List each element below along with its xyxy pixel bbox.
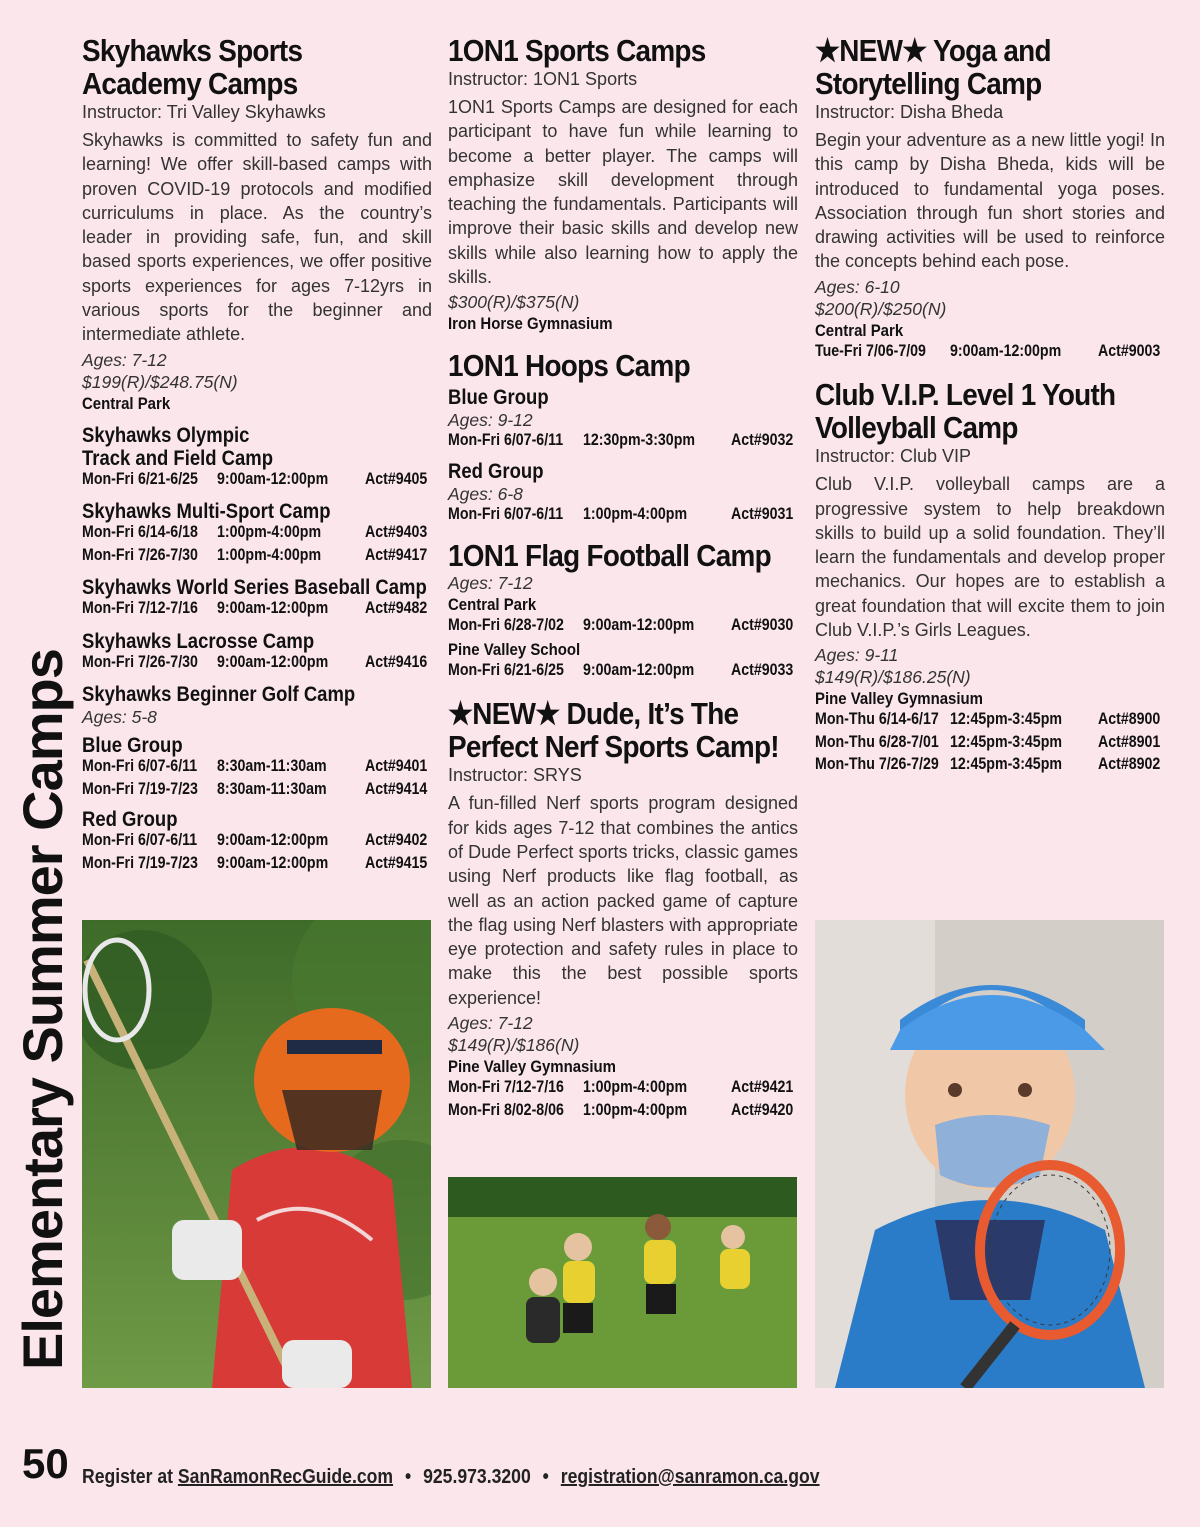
- flag-football-kids-photo: [448, 1177, 797, 1388]
- schedule-row: [82, 546, 432, 569]
- flag-football-ages: Ages: 7-12: [448, 573, 533, 594]
- schedule-time: 12:45pm-3:45pm: [950, 732, 1063, 751]
- schedule-row: [815, 342, 1165, 365]
- column-1on1: [448, 34, 798, 1123]
- schedule-dates: Mon-Thu 6/14-6/17: [815, 710, 939, 729]
- yoga-location: Central Park: [815, 320, 904, 340]
- nerf-title-line1: ★NEW★ Dude, It’s The: [448, 696, 739, 732]
- schedule-dates: Mon-Thu 7/26-7/29: [815, 755, 939, 774]
- schedule-time: 1:00pm-4:00pm: [583, 1100, 688, 1119]
- yoga-title-line2: Storytelling Camp: [815, 66, 1042, 101]
- website-link[interactable]: SanRamonRecGuide.com: [177, 1466, 394, 1488]
- schedule-time: 8:30am-11:30am: [217, 779, 327, 798]
- hoops-red-ages: Ages: 6-8: [448, 483, 523, 504]
- schedule-row: [815, 710, 1165, 733]
- flag-football-location-2: Pine Valley School: [448, 639, 581, 659]
- schedule-row: [815, 733, 1165, 756]
- multi-sport-schedule: [82, 523, 432, 568]
- footer-separator: •: [542, 1466, 549, 1488]
- nerf-title-line2: Perfect Nerf Sports Camp!: [448, 729, 779, 765]
- skyhawks-location: Central Park: [82, 393, 171, 413]
- nerf-location: Pine Valley Gymnasium: [448, 1057, 616, 1077]
- baseball-schedule: [82, 599, 432, 622]
- schedule-dates: Mon-Fri 6/07-6/11: [448, 504, 564, 523]
- register-label: Register at: [82, 1466, 173, 1488]
- yoga-title-line1: ★NEW★ Yoga and: [815, 33, 1051, 68]
- schedule-time: 12:30pm-3:30pm: [583, 431, 696, 450]
- skyhawks-ages: Ages: 7-12: [82, 349, 167, 370]
- schedule-row: [82, 599, 432, 622]
- flag-football-location-1: Central Park: [448, 595, 537, 615]
- activity-number: Act#9030: [731, 616, 794, 635]
- email-link[interactable]: registration@sanramon.ca.gov: [560, 1466, 820, 1488]
- schedule-dates: Mon-Fri 6/28-7/02: [448, 616, 564, 635]
- schedule-row: [448, 431, 798, 454]
- vip-description: Club V.I.P. volleyball camps are a progressive system to help breakdown skills to build up a solid foundation. They’ll learn the fundamentals and develop proper mechanics. Our hopes are to establish a great foundation that will excite them to join Club V.I.P.’s Girls Leagues.: [815, 474, 1165, 641]
- nerf-instructor: Instructor: SRYS: [448, 765, 582, 786]
- vip-location: Pine Valley Gymnasium: [815, 689, 983, 709]
- skyhawks-price: $199(R)/$248.75(N): [82, 371, 238, 392]
- schedule-dates: Mon-Fri 6/14-6/18: [82, 523, 198, 542]
- 1on1-location: Iron Horse Gymnasium: [448, 314, 613, 334]
- schedule-row: [448, 1101, 798, 1124]
- activity-number: Act#9416: [365, 652, 428, 671]
- golf-blue-group-title: Blue Group: [82, 734, 183, 758]
- schedule-time: 9:00am-12:00pm: [217, 469, 329, 488]
- nerf-description: A fun-filled Nerf sports program designed for kids ages 7-12 that combines the antics of Dude Perfect sports tricks, classic games using Nerf products like flag football, as well as an action packed game of capture the flag using Nerf blasters with appropriate eye protection and safety rules in place to make this the best possible sports experience!: [448, 793, 798, 1008]
- yoga-schedule: [815, 342, 1165, 365]
- schedule-time: 9:00am-12:00pm: [217, 853, 329, 872]
- footer-separator: •: [404, 1466, 412, 1488]
- activity-number: Act#8901: [1098, 732, 1161, 751]
- nerf-ages: Ages: 7-12: [448, 1013, 533, 1034]
- hoops-blue-ages: Ages: 9-12: [448, 410, 533, 431]
- schedule-dates: Tue-Fri 7/06-7/09: [815, 341, 926, 360]
- activity-number: Act#9420: [731, 1100, 794, 1119]
- activity-number: Act#9403: [365, 523, 428, 542]
- schedule-row: [82, 757, 432, 780]
- activity-number: Act#9482: [365, 599, 428, 618]
- lacrosse-schedule: [82, 653, 432, 676]
- flag-football-schedule-2: [448, 661, 798, 684]
- column-yoga-vip: [815, 34, 1165, 778]
- schedule-time: 9:00am-12:00pm: [217, 652, 329, 671]
- yoga-description: Begin your adventure as a new little yogi! In this camp by Disha Bheda, kids will be introduced to fundamental yoga poses. Association through fun short stories and drawing activities will be used to reinforce the concepts behind each pose.: [815, 130, 1165, 272]
- activity-number: Act#9405: [365, 469, 428, 488]
- golf-red-group-title: Red Group: [82, 808, 178, 832]
- schedule-time: 12:45pm-3:45pm: [950, 755, 1063, 774]
- hoops-red-schedule: [448, 505, 798, 528]
- schedule-time: 1:00pm-4:00pm: [217, 545, 322, 564]
- schedule-time: 8:30am-11:30am: [217, 757, 327, 776]
- schedule-time: 9:00am-12:00pm: [217, 831, 329, 850]
- schedule-row: [448, 661, 798, 684]
- baseball-title: Skyhawks World Series Baseball Camp: [82, 576, 427, 600]
- tennis-kid-photo: [815, 920, 1164, 1388]
- schedule-dates: Mon-Fri 7/26-7/30: [82, 545, 198, 564]
- 1on1-title: 1ON1 Sports Camps: [448, 33, 706, 68]
- olympic-title-line2: Track and Field Camp: [82, 446, 274, 470]
- activity-number: Act#9003: [1098, 341, 1161, 360]
- hoops-blue-group-title: Blue Group: [448, 386, 549, 410]
- schedule-dates: Mon-Fri 7/19-7/23: [82, 853, 198, 872]
- vip-price: $149(R)/$186.25(N): [815, 667, 971, 688]
- golf-title: Skyhawks Beginner Golf Camp: [82, 683, 356, 707]
- vip-title-line2: Volleyball Camp: [815, 410, 1018, 446]
- schedule-dates: Mon-Thu 6/28-7/01: [815, 732, 939, 751]
- schedule-row: [448, 1078, 798, 1101]
- activity-number: Act#9402: [365, 831, 428, 850]
- activity-number: Act#9401: [365, 757, 428, 776]
- lacrosse-title: Skyhawks Lacrosse Camp: [82, 629, 315, 653]
- schedule-time: 1:00pm-4:00pm: [583, 504, 688, 523]
- schedule-row: [82, 780, 432, 803]
- activity-number: Act#9415: [365, 853, 428, 872]
- activity-number: Act#9031: [731, 504, 794, 523]
- schedule-dates: Mon-Fri 7/12-7/16: [82, 599, 198, 618]
- schedule-time: 12:45pm-3:45pm: [950, 710, 1063, 729]
- skyhawks-title-line1: Skyhawks Sports: [82, 33, 303, 68]
- activity-number: Act#9414: [365, 779, 428, 798]
- lacrosse-player-photo: [82, 920, 431, 1388]
- schedule-row: [82, 523, 432, 546]
- schedule-time: 9:00am-12:00pm: [217, 599, 329, 618]
- schedule-dates: Mon-Fri 7/19-7/23: [82, 779, 198, 798]
- yoga-ages: Ages: 6-10: [815, 276, 900, 297]
- schedule-dates: Mon-Fri 6/21-6/25: [448, 660, 564, 679]
- column-skyhawks: [82, 34, 432, 876]
- nerf-schedule: [448, 1078, 798, 1123]
- schedule-row: [82, 470, 432, 493]
- flag-football-title: 1ON1 Flag Football Camp: [448, 538, 771, 574]
- schedule-time: 9:00am-12:00pm: [583, 660, 695, 679]
- schedule-dates: Mon-Fri 7/12-7/16: [448, 1078, 564, 1097]
- golf-blue-schedule: [82, 757, 432, 802]
- schedule-row: [815, 755, 1165, 778]
- schedule-dates: Mon-Fri 6/07-6/11: [82, 831, 198, 850]
- yoga-price: $200(R)/$250(N): [815, 298, 947, 319]
- schedule-row: [448, 616, 798, 639]
- activity-number: Act#9417: [365, 545, 428, 564]
- yoga-instructor: Instructor: Disha Bheda: [815, 102, 1004, 122]
- vip-title-line1: Club V.I.P. Level 1 Youth: [815, 377, 1116, 413]
- schedule-dates: Mon-Fri 8/02-8/06: [448, 1100, 564, 1119]
- activity-number: Act#8900: [1098, 710, 1161, 729]
- activity-number: Act#9421: [731, 1078, 794, 1097]
- footer: [82, 1466, 820, 1489]
- schedule-row: [82, 653, 432, 676]
- vip-instructor: Instructor: Club VIP: [815, 446, 972, 467]
- flag-football-schedule-1: [448, 616, 798, 639]
- olympic-schedule: [82, 470, 432, 493]
- schedule-dates: Mon-Fri 6/07-6/11: [448, 431, 564, 450]
- 1on1-price: $300(R)/$375(N): [448, 292, 580, 313]
- hoops-title: 1ON1 Hoops Camp: [448, 348, 690, 384]
- hoops-red-group-title: Red Group: [448, 459, 544, 483]
- activity-number: Act#9033: [731, 660, 794, 679]
- skyhawks-title-line2: Academy Camps: [82, 66, 298, 101]
- hoops-blue-schedule: [448, 431, 798, 454]
- vip-schedule: [815, 710, 1165, 778]
- schedule-time: 9:00am-12:00pm: [583, 616, 695, 635]
- section-side-title: Elementary Summer Camps: [11, 649, 74, 1370]
- golf-red-schedule: [82, 831, 432, 876]
- page-number: 50: [22, 1440, 69, 1487]
- schedule-row: [82, 831, 432, 854]
- vip-ages: Ages: 9-11: [815, 645, 899, 666]
- schedule-dates: Mon-Fri 6/07-6/11: [82, 757, 198, 776]
- skyhawks-description: Skyhawks is committed to safety fun and learning! We offer skill-based camps with proven COVID-19 protocols and modified curriculums in place. As the country’s leader in providing safe, fun, and skill based sports experiences, we offer positive sports experiences for ages 7-12yrs in various sports for the beginner and intermediate athlete.: [82, 130, 432, 345]
- nerf-price: $149(R)/$186(N): [448, 1035, 580, 1056]
- multi-sport-title: Skyhawks Multi-Sport Camp: [82, 500, 331, 524]
- schedule-row: [448, 505, 798, 528]
- schedule-time: 1:00pm-4:00pm: [583, 1078, 688, 1097]
- schedule-dates: Mon-Fri 7/26-7/30: [82, 652, 198, 671]
- 1on1-instructor: Instructor: 1ON1 Sports: [448, 69, 638, 89]
- golf-ages: Ages: 5-8: [82, 707, 157, 728]
- activity-number: Act#8902: [1098, 755, 1161, 774]
- olympic-title-line1: Skyhawks Olympic: [82, 423, 250, 447]
- schedule-row: [82, 854, 432, 877]
- 1on1-description: 1ON1 Sports Camps are designed for each participant to have fun while learning to become a better player. The camps will emphasize skill development through teaching the fundamentals. Participants will improve their basic skills and develop new skills while also learning how to apply the skills.: [448, 97, 798, 288]
- schedule-dates: Mon-Fri 6/21-6/25: [82, 469, 198, 488]
- skyhawks-instructor: Instructor: Tri Valley Skyhawks: [82, 102, 326, 122]
- activity-number: Act#9032: [731, 431, 794, 450]
- schedule-time: 9:00am-12:00pm: [950, 341, 1062, 360]
- schedule-time: 1:00pm-4:00pm: [217, 523, 322, 542]
- phone-number: 925.973.3200: [423, 1466, 531, 1488]
